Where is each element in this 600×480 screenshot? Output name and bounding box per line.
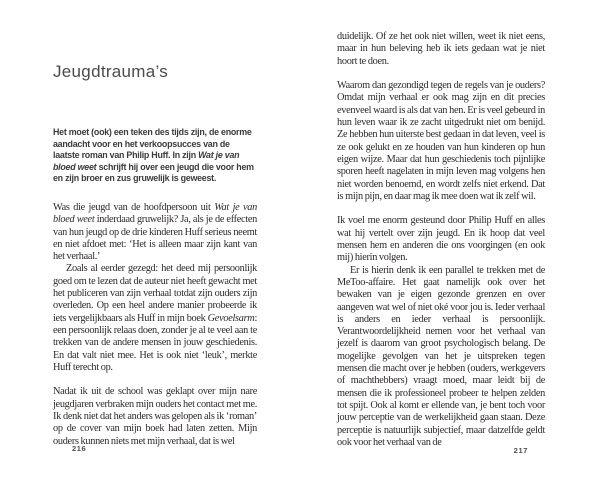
paragraph [337,80,545,203]
page-left-body [53,202,257,448]
page-right [337,0,545,480]
text-run: Ik voel me enorm gesteund door Philip Huff en alles wat hij vertelt over zijn jeugd. En ik hoop dat veel mensen hem en anderen die ons voorgingen (en ook mij) hierin volgen. [337,215,545,264]
page-right-body [337,31,545,449]
paragraph [337,215,545,264]
text-run: : een persoonlijk relaas doen, zonder je al te veel aan te trekken van de andere mensen in jouw geschiedenis. En dat valt niet mee. Het is ook niet ‘leuk’, merkte Huff terecht op. [53,312,257,373]
book-title-italic: Wat je van bloed weet [53,150,240,172]
paragraph [53,202,257,263]
paragraph [53,386,257,447]
paragraph [337,31,545,68]
text-run: inderdaad gruwelijk? Ja, als je de effecten van hun jeugd op de drie kinderen Huff serieus neemt en niet afdoet met: ‘Het is alleen maar zijn kant van het verhaal.’ [53,214,257,263]
chapter-intro [53,127,257,185]
paragraph [53,263,257,374]
text-run: Het moet (ook) een teken des tijds zijn, de enorme aandacht voor en het verkoopsucces van de laatste roman van Philip Huff. In zijn [53,127,252,161]
book-title-italic: Gevoelsarm [207,312,255,324]
text-run: Zoals al eerder gezegd: het deed mij persoonlijk goed om te lezen dat de auteur niet heeft gewacht met het publiceren van zijn verhaal totdat zijn ouders zijn overleden. Op een heel andere manier probeerde ik iets vergelijkbaars als Huff in mijn boek [53,263,257,324]
page-left [53,0,257,480]
text-run: Waarom dan gezondigd tegen de regels van je ouders? Omdat mijn verhaal er ook mag zijn en dit precies evenveel waard is als dat van hen. Er is veel gebeurd in hun leven waar ik ze zacht uitgedrukt niet om benijd. Ze hebben hun uiterste best gedaan in dat leven, veel is ze ook gelukt en ze houden van hun kinderen op hun eigen wijze. Maar dat hun geschiedenis toch pijnlijke sporen heeft nagelaten in mijn leven mag volgens hen niet worden benoemd, en wordt zelfs niet erkend. Dat is mijn pijn, en daar mag ik mee doen wat ik zelf wil. [337,80,545,202]
page-number-left: 216 [72,444,87,453]
text-run: Er is hierin denk ik een parallel te trekken met de MeToo-affaire. Het gaat namelijk ook over het bewaken van je eigen gezonde grenzen en over aangeven wat wel of niet oké voor jou is. Ieder verhaal is anders en ieder verhaal is persoonlijk. Verantwoordelijkheid nemen voor het verhaal van jezelf is daarom van groot psychologisch belang. De mogelijke gevolgen van het je uitspreken tegen mensen die macht over je hebben (ouders, werkgevers of machthebbers) vraagt moed, maar leidt bij de mensen die ik professioneel probeer te helpen zelden tot spijt. Ook al komt er ellende van, je bent toch voor jouw perceptie van de werkelijkheid gaan staan. Deze perceptie is natuurlijk subjectief, maar datzelfde geldt ook voor het verhaal van de [337,264,545,448]
page-number-right: 217 [513,446,528,455]
paragraph [337,265,545,449]
text-run: Nadat ik uit de school was geklapt over mijn nare jeugdjaren verbraken mijn ouders het contact met me. Ik denk niet dat het anders was gelopen als ik ‘roman’ op de cover van mijn boek had laten zetten. Mijn ouders kunnen niets met mijn verhaal, dat is wel [53,386,257,447]
book-title-italic: Wat je van bloed weet [53,202,258,226]
chapter-title: Jeugdtrauma’s [53,62,169,81]
text-run: duidelijk. Of ze het ook niet willen, weet ik niet eens, maar in hun beleving heb ik iets gedaan wat je niet hoort te doen. [337,31,545,67]
text-run: Was die jeugd van de hoofdpersoon uit [53,202,215,213]
text-run: schrijft hij over een jeugd die voor hem en zijn broer en zus gruwelijk is geweest. [53,161,254,184]
